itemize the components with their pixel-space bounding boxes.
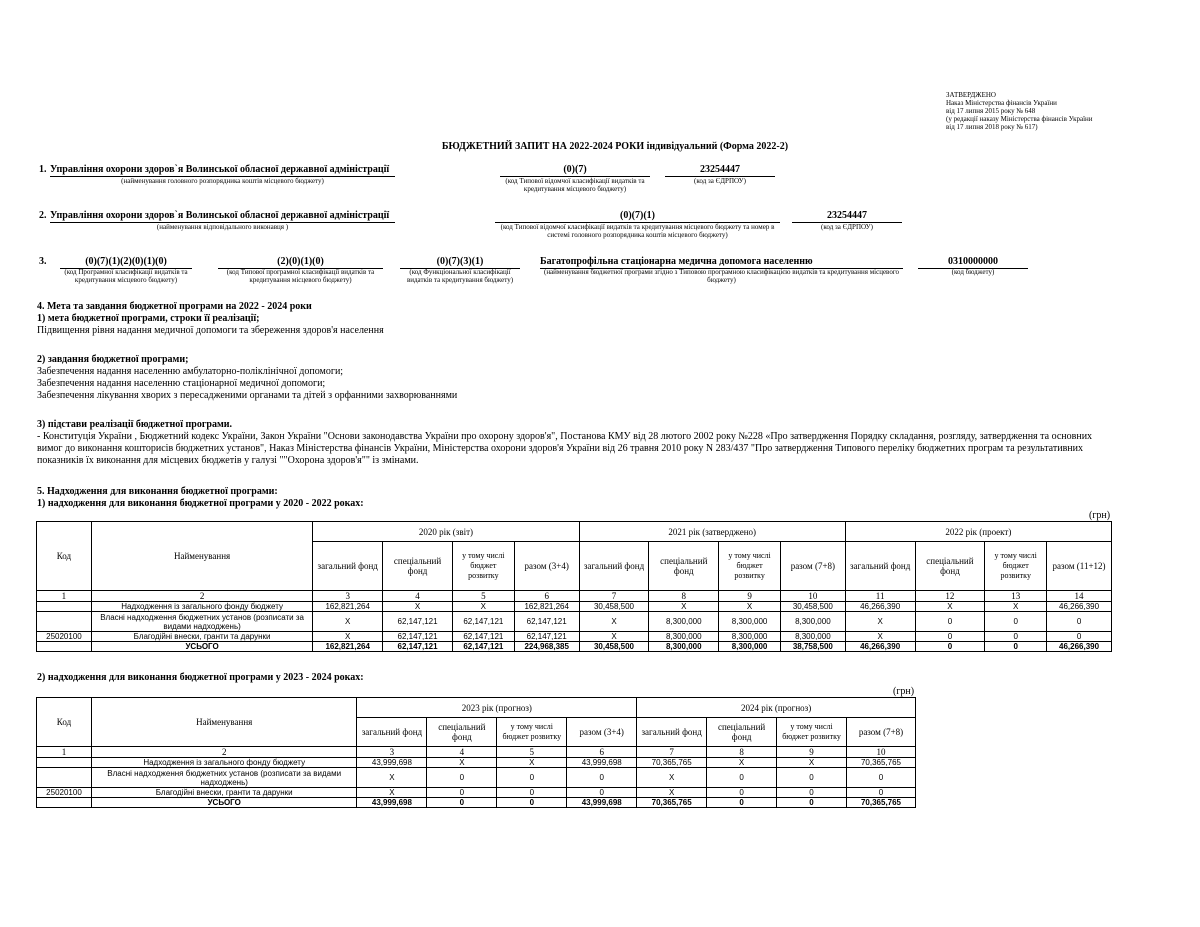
subheader: у тому числі бюджет розвитку (985, 542, 1047, 591)
row-name: Надходження із загального фонду бюджету (91, 758, 357, 768)
cell: 43,999,698 (567, 758, 637, 768)
subheader: спеціальний фонд (383, 542, 453, 591)
cell: 8,300,000 (719, 632, 781, 642)
cell: 162,821,264 (514, 602, 579, 612)
cell: 0 (707, 788, 777, 798)
approval-line: від 17 липня 2018 року № 617) (946, 123, 1038, 131)
s2-edrpou-caption: (код за ЄДРПОУ) (821, 223, 873, 231)
column-number: 9 (777, 747, 847, 758)
row-code (37, 642, 92, 652)
cell: 30,458,500 (579, 602, 649, 612)
cell: 43,999,698 (567, 798, 637, 808)
s5-subheading-1: 1) надходження для виконання бюджетної програми у 2020 - 2022 роках: (37, 498, 364, 509)
cell: 0 (1047, 612, 1112, 632)
row-code: 25020100 (37, 788, 92, 798)
s3-budget-code: 0310000000 (918, 256, 1028, 269)
s3-program-name: Багатопрофільна стаціонарна медична допомога населенню (540, 256, 903, 269)
cell: 0 (777, 768, 847, 788)
column-number: 7 (637, 747, 707, 758)
table-row (37, 788, 916, 798)
column-number: 11 (845, 591, 915, 602)
s4-tasks-heading: 2) завдання бюджетної програми; (37, 354, 189, 365)
cell: X (579, 612, 649, 632)
subheader: загальний фонд (357, 718, 427, 747)
cell: X (707, 758, 777, 768)
cell: 62,147,121 (452, 612, 514, 632)
cell: 62,147,121 (383, 632, 453, 642)
cell: 70,365,765 (637, 758, 707, 768)
row-name: Власні надходження бюджетних установ (розписати за видами надходжень) (91, 768, 357, 788)
s3-typical-code-caption: (код Типової програмної класифікації видатків та кредитування місцевого бюджету) (226, 268, 375, 284)
subheader: разом (7+8) (780, 542, 845, 591)
column-number: 13 (985, 591, 1047, 602)
s5-subheading-2: 2) надходження для виконання бюджетної програми у 2023 - 2024 роках: (37, 672, 364, 683)
s2-number: 2. (39, 210, 47, 221)
cell: X (637, 788, 707, 798)
column-number-row (37, 747, 916, 758)
s2-executor-name: Управління охорони здоров`я Волинської обласної державної адміністрації (50, 210, 395, 223)
s1-manager-caption: (найменування головного розпорядника коштів місцевого бюджету) (121, 177, 324, 185)
row-name: Власні надходження бюджетних установ (розписати за видами надходжень) (91, 612, 312, 632)
column-number: 6 (567, 747, 637, 758)
row-name: Благодійні внески, гранти та дарунки (91, 632, 312, 642)
s1-manager-name: Управління охорони здоров`я Волинської обласної державної адміністрації (50, 164, 395, 177)
cell: 0 (497, 768, 567, 788)
cell: X (985, 602, 1047, 612)
cell: 0 (846, 768, 915, 788)
cell: 0 (707, 798, 777, 808)
cell: 0 (707, 768, 777, 788)
income-table-2020-2022 (36, 521, 1112, 652)
subheader: разом (11+12) (1047, 542, 1112, 591)
s1-edrpou: 23254447 (665, 164, 775, 177)
cell: 0 (915, 642, 985, 652)
column-number: 8 (707, 747, 777, 758)
s2-executor-caption: (найменування відповідального виконавця ) (156, 223, 289, 231)
s3-functional-code-caption: (код Функціональної класифікації видатків та кредитування бюджету) (406, 268, 514, 284)
cell: 0 (777, 788, 847, 798)
cell: X (497, 758, 567, 768)
subheader: спеціальний фонд (707, 718, 777, 747)
cell: X (649, 602, 719, 612)
s4-task: Забезпечення надання населенню амбулаторно-поліклінічної допомоги; (37, 366, 344, 377)
cell: 8,300,000 (649, 642, 719, 652)
cell: 30,458,500 (579, 642, 649, 652)
subheader: загальний фонд (845, 542, 915, 591)
column-number: 2 (91, 747, 357, 758)
cell: 8,300,000 (649, 632, 719, 642)
table-row (37, 758, 916, 768)
cell: X (383, 602, 453, 612)
cell: 0 (985, 612, 1047, 632)
row-name: УСЬОГО (91, 642, 312, 652)
cell: 70,365,765 (846, 798, 915, 808)
s4-heading: 4. Мета та завдання бюджетної програми на 2022 - 2024 роки (37, 301, 312, 312)
s1-edrpou-caption: (код за ЄДРПОУ) (694, 177, 746, 185)
table-row (37, 768, 916, 788)
cell: 0 (567, 768, 637, 788)
cell: X (845, 632, 915, 642)
col-name-header: Найменування (91, 698, 357, 747)
cell: 0 (1047, 632, 1112, 642)
cell: 62,147,121 (452, 632, 514, 642)
column-number: 9 (719, 591, 781, 602)
s3-program-name-caption: (найменування бюджетної програми згідно з Типовою програмною класифікацією видатків та кредитування місцевого бюджету) (543, 268, 900, 284)
cell: 70,365,765 (846, 758, 915, 768)
subheader: загальний фонд (637, 718, 707, 747)
column-number: 14 (1047, 591, 1112, 602)
subheader: разом (3+4) (567, 718, 637, 747)
subheader: загальний фонд (579, 542, 649, 591)
cell: 8,300,000 (719, 642, 781, 652)
cell: X (777, 758, 847, 768)
cell: 0 (846, 788, 915, 798)
cell: 0 (497, 798, 567, 808)
cell: 0 (915, 612, 985, 632)
cell: 62,147,121 (452, 642, 514, 652)
approval-title: ЗАТВЕРДЖЕНО (946, 91, 996, 99)
approval-line: від 17 липня 2015 року № 648 (946, 107, 1036, 115)
year-2020-header: 2020 рік (звіт) (313, 522, 579, 542)
s2-dept-code-caption: (код Типової відомчої класифікації видатків та кредитування місцевого бюджету та номер в системі головного розпорядника коштів місцевого бюджету) (500, 223, 775, 239)
cell: 0 (985, 632, 1047, 642)
s4-basis-text: - Конституція України , Бюджетний кодекс України, Закон України "Основи законодавства України про охорону здоров'я", Постанова КМУ від 28 лютого 2002 року №228 «Про затвердження Порядку складання, розгляду, затвердження та основних вимог до виконання кошторисів бюджетних установ", Наказ Міністерства фінансів України, Міністерства охорони здоров'я України від 26 травня 2010 року N 283/437 "Про затвердження Типового переліку бюджетних програм та результативних показників їх виконання для місцевих бюджетів у галузі ""Охорона здоров'я"" із змінами. (37, 431, 1093, 466)
cell: X (357, 768, 427, 788)
cell: X (845, 612, 915, 632)
cell: 0 (497, 788, 567, 798)
s3-number: 3. (39, 256, 47, 267)
column-number: 3 (357, 747, 427, 758)
column-number: 10 (780, 591, 845, 602)
cell: 46,266,390 (1047, 602, 1112, 612)
column-number: 6 (514, 591, 579, 602)
column-number: 2 (91, 591, 312, 602)
year-2023-header: 2023 рік (прогноз) (357, 698, 637, 718)
year-2021-header: 2021 рік (затверджено) (579, 522, 845, 542)
table-row (37, 612, 1112, 632)
row-name: УСЬОГО (91, 798, 357, 808)
s2-dept-code: (0)(7)(1) (495, 210, 780, 223)
year-2024-header: 2024 рік (прогноз) (637, 698, 916, 718)
s3-program-code-caption: (код Програмної класифікації видатків та кредитування місцевого бюджету) (64, 268, 188, 284)
cell: 0 (777, 798, 847, 808)
subheader: у тому числі бюджет розвитку (497, 718, 567, 747)
row-name: Благодійні внески, гранти та дарунки (91, 788, 357, 798)
cell: 62,147,121 (514, 632, 579, 642)
column-number: 10 (846, 747, 915, 758)
cell: 43,999,698 (357, 798, 427, 808)
subheader: разом (7+8) (846, 718, 915, 747)
cell: X (427, 758, 497, 768)
cell: 0 (427, 788, 497, 798)
s1-number: 1. (39, 164, 47, 175)
row-code (37, 612, 92, 632)
column-number: 4 (383, 591, 453, 602)
cell: X (637, 768, 707, 788)
cell: X (579, 632, 649, 642)
s3-typical-code: (2)(0)(1)(0) (218, 256, 383, 269)
table-row (37, 632, 1112, 642)
cell: 70,365,765 (637, 798, 707, 808)
column-number: 7 (579, 591, 649, 602)
s1-dept-code: (0)(7) (500, 164, 650, 177)
total-row (37, 642, 1112, 652)
cell: X (313, 612, 383, 632)
subheader: спеціальний фонд (649, 542, 719, 591)
s4-task: Забезпечення лікування хворих з пересадженими органами та дітей з орфанними захворюваннями (37, 390, 458, 401)
table2-unit: (грн) (893, 686, 915, 697)
cell: X (719, 602, 781, 612)
cell: 62,147,121 (383, 612, 453, 632)
cell: 0 (915, 632, 985, 642)
document-title: БЮДЖЕТНИЙ ЗАПИТ НА 2022-2024 РОКИ індивідуальний (Форма 2022-2) (441, 141, 789, 152)
approval-line: (у редакції наказу Міністерства фінансів України (946, 115, 1093, 123)
s5-heading: 5. Надходження для виконання бюджетної програми: (37, 486, 278, 497)
col-code-header: Код (37, 522, 92, 591)
subheader: у тому числі бюджет розвитку (777, 718, 847, 747)
cell: 8,300,000 (719, 612, 781, 632)
cell: X (357, 788, 427, 798)
column-number: 8 (649, 591, 719, 602)
approval-block (946, 91, 1146, 131)
s2-edrpou: 23254447 (792, 210, 902, 223)
subheader: у тому числі бюджет розвитку (719, 542, 781, 591)
cell: 0 (427, 798, 497, 808)
column-number: 4 (427, 747, 497, 758)
col-code-header: Код (37, 698, 92, 747)
table1-unit: (грн) (1089, 510, 1111, 521)
cell: 62,147,121 (514, 612, 579, 632)
cell: 8,300,000 (649, 612, 719, 632)
row-code (37, 602, 92, 612)
cell: 43,999,698 (357, 758, 427, 768)
cell: 224,968,385 (514, 642, 579, 652)
cell: 0 (567, 788, 637, 798)
s3-budget-code-caption: (код бюджету) (951, 268, 995, 276)
cell: X (452, 602, 514, 612)
subheader: спеціальний фонд (427, 718, 497, 747)
income-table-2023-2024 (36, 697, 916, 808)
s3-program-code: (0)(7)(1)(2)(0)(1)(0) (60, 256, 192, 269)
year-2022-header: 2022 рік (проект) (845, 522, 1111, 542)
cell: 30,458,500 (780, 602, 845, 612)
cell: X (313, 632, 383, 642)
subheader: спеціальний фонд (915, 542, 985, 591)
row-code (37, 798, 92, 808)
cell: 0 (427, 768, 497, 788)
s4-basis-heading: 3) підстави реалізації бюджетної програми. (37, 419, 233, 430)
cell: 46,266,390 (1047, 642, 1112, 652)
cell: 162,821,264 (313, 602, 383, 612)
subheader: загальний фонд (313, 542, 383, 591)
cell: 62,147,121 (383, 642, 453, 652)
s4-goal-heading: 1) мета бюджетної програми, строки її реалізації; (37, 313, 260, 324)
column-number-row (37, 591, 1112, 602)
cell: 0 (985, 642, 1047, 652)
cell: 162,821,264 (313, 642, 383, 652)
approval-line: Наказ Міністерства фінансів України (946, 99, 1057, 107)
s1-dept-code-caption: (код Типової відомчої класифікації видатків та кредитування місцевого бюджету) (505, 177, 645, 193)
column-number: 5 (497, 747, 567, 758)
column-number: 1 (37, 747, 92, 758)
cell: 8,300,000 (780, 612, 845, 632)
subheader: разом (3+4) (514, 542, 579, 591)
table-row (37, 602, 1112, 612)
row-name: Надходження із загального фонду бюджету (91, 602, 312, 612)
column-number: 5 (452, 591, 514, 602)
cell: 46,266,390 (845, 642, 915, 652)
row-code (37, 768, 92, 788)
column-number: 1 (37, 591, 92, 602)
s3-functional-code: (0)(7)(3)(1) (400, 256, 520, 269)
s4-task: Забезпечення надання населенню стаціонарної медичної допомоги; (37, 378, 326, 389)
total-row (37, 798, 916, 808)
cell: X (915, 602, 985, 612)
row-code: 25020100 (37, 632, 92, 642)
s4-goal-text: Підвищення рівня надання медичної допомоги та збереження здоров'я населення (37, 325, 384, 336)
column-number: 12 (915, 591, 985, 602)
cell: 8,300,000 (780, 632, 845, 642)
column-number: 3 (313, 591, 383, 602)
row-code (37, 758, 92, 768)
cell: 38,758,500 (780, 642, 845, 652)
col-name-header: Найменування (91, 522, 312, 591)
subheader: у тому числі бюджет розвитку (452, 542, 514, 591)
cell: 46,266,390 (845, 602, 915, 612)
